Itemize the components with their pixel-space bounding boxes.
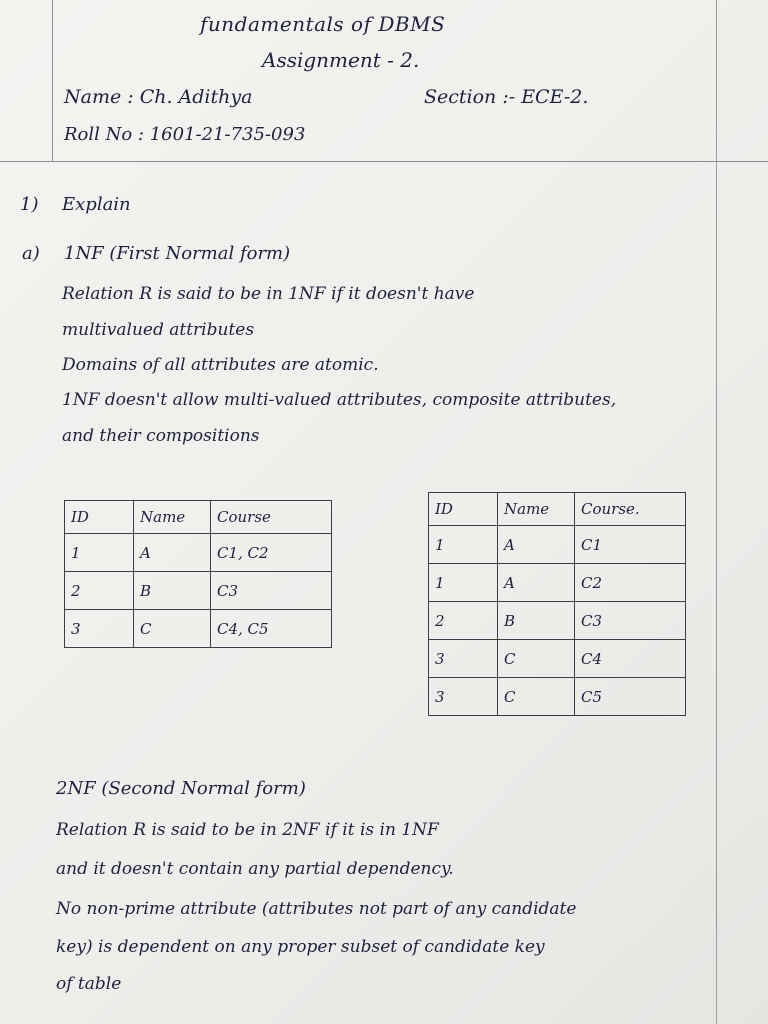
header-rule [0, 161, 768, 162]
table-cell: 2 [429, 602, 498, 640]
table-row [65, 610, 332, 648]
page-title: fundamentals of DBMS [200, 12, 446, 36]
roll-number: Roll No : 1601-21-735-093 [64, 124, 306, 145]
table-row [429, 640, 686, 678]
table-header-row [65, 501, 332, 534]
nf2-line: of table [56, 974, 122, 994]
table-cell: 1 [429, 564, 498, 602]
table-cell: C1 [575, 526, 686, 564]
question-label: Explain [62, 194, 131, 215]
part-a-marker: a) [22, 243, 40, 264]
table-cell: C3 [575, 602, 686, 640]
table-cell: C1, C2 [211, 534, 332, 572]
table-row [65, 534, 332, 572]
table-cell: B [498, 602, 575, 640]
nf2-line: Relation R is said to be in 2NF if it is in 1NF [56, 820, 439, 840]
table-header-cell: Course. [575, 493, 686, 526]
margin-line [52, 0, 53, 162]
table-cell: A [498, 526, 575, 564]
table-header-row [429, 493, 686, 526]
table-row [429, 526, 686, 564]
table-row [429, 678, 686, 716]
table-cell: C3 [211, 572, 332, 610]
nf2-heading: 2NF (Second Normal form) [56, 778, 306, 799]
table-header-cell: Course [211, 501, 332, 534]
table-header-cell: Name [134, 501, 211, 534]
unnormalized-table [64, 500, 332, 648]
table-row [429, 564, 686, 602]
nf1-line: 1NF doesn't allow multi-valued attributes, composite attributes, [62, 390, 617, 410]
normalized-1nf-table [428, 492, 686, 716]
table-cell: C [498, 640, 575, 678]
assignment-label: Assignment - 2. [262, 48, 420, 72]
student-section: Section :- ECE-2. [424, 86, 589, 108]
nf2-line: key) is dependent on any proper subset of candidate key [56, 937, 545, 957]
nf1-line: Relation R is said to be in 1NF if it doesn't have [62, 284, 475, 304]
student-name: Name : Ch. Adithya [64, 86, 253, 108]
nf1-heading: 1NF (First Normal form) [64, 243, 291, 264]
table-cell: C5 [575, 678, 686, 716]
table-header-cell: Name [498, 493, 575, 526]
table-cell: B [134, 572, 211, 610]
table-cell: C [134, 610, 211, 648]
table-cell: 1 [65, 534, 134, 572]
nf2-line: No non-prime attribute (attributes not part of any candidate [56, 899, 577, 919]
table-cell: 1 [429, 526, 498, 564]
table-cell: 3 [429, 678, 498, 716]
table-row [65, 572, 332, 610]
table-header-cell: ID [65, 501, 134, 534]
nf2-line: and it doesn't contain any partial dependency. [56, 859, 454, 879]
nf1-line: Domains of all attributes are atomic. [62, 355, 379, 375]
question-number: 1) [20, 194, 39, 215]
table-header-cell: ID [429, 493, 498, 526]
table-cell: C4, C5 [211, 610, 332, 648]
right-margin-line [716, 0, 717, 1024]
table-cell: 3 [429, 640, 498, 678]
table-cell: A [498, 564, 575, 602]
nf1-line: and their compositions [62, 426, 260, 446]
table-cell: 3 [65, 610, 134, 648]
table-cell: C [498, 678, 575, 716]
table-row [429, 602, 686, 640]
table-cell: C2 [575, 564, 686, 602]
table-cell: C4 [575, 640, 686, 678]
table-cell: A [134, 534, 211, 572]
nf1-line: multivalued attributes [62, 320, 255, 340]
table-cell: 2 [65, 572, 134, 610]
